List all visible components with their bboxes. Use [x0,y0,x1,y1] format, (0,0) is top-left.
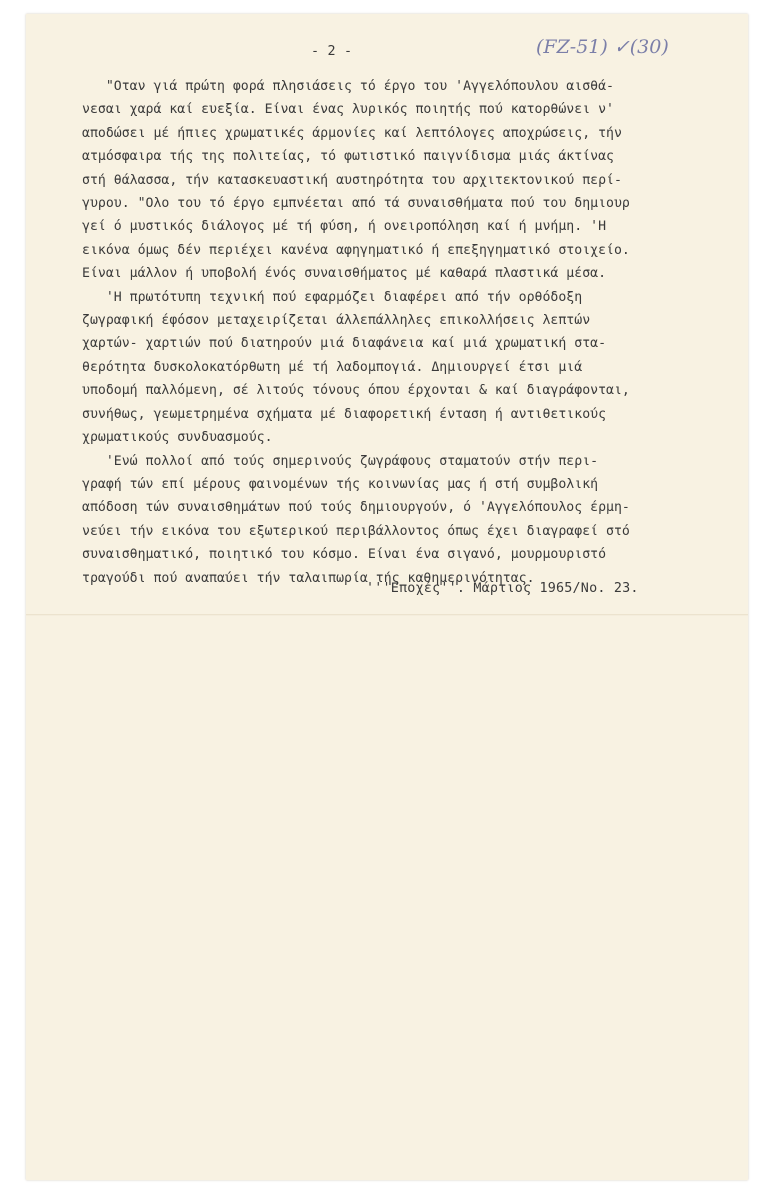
text-line: συνήθως, γεωμετρημένα σχήματα μέ διαφορετική ένταση ή αντιθετικούς [82,406,607,422]
text-line: αποδώσει μέ ήπιες χρωματικές άρμονίες καί λεπτόλογες αποχρώσεις, τήν [82,125,622,141]
text-line: στή θάλασσα, τήν κατασκευαστική αυστηρότητα του αρχιτεκτονικού περί- [82,172,622,188]
text-line: γυρου. "Ολο του τό έργο εμπνέεται από τά συναισθήματα πού του δημιουρ [82,196,630,212]
text-line: 'Ενώ πολλοί από τούς σημερινούς ζωγράφους σταματούν στήν περι- [82,453,599,469]
text-line: 'Η πρωτότυπη τεχνική πού εφαρμόζει διαφέρει από τήν ορθόδοξη [82,289,583,305]
text-line: ζωγραφική έφόσον μεταχειρίζεται άλλεπάλληλες επικολλήσεις λεπτών [82,313,591,329]
page-number: - 2 - [311,44,353,59]
text-line: τραγούδι πού αναπαύει τήν ταλαιπωρία τής καθημερινότητας. [82,570,535,586]
text-line: Είναι μάλλον ή υποβολή ένός συναισθήματος μέ καθαρά πλαστικά μέσα. [82,266,607,282]
text-line: απόδοση τών συναισθημάτων πού τούς δημιουργούν, ό 'Αγγελόπουλος έρμη- [82,500,630,516]
typed-body-text [82,75,630,590]
text-line: νεύει τήν εικόνα του εξωτερικού περιβάλλοντος όπως έχει διαγραφεί στό [82,523,630,539]
text-line: "Οταν γιά πρώτη φορά πλησιάσεις τό έργο του 'Αγγελόπουλου αισθά- [82,79,614,94]
paper-fold-crease [26,614,748,616]
text-line: νεσαι χαρά καί ευεξία. Είναι ένας λυρικός ποιητής πού κατορθώνει ν' [82,102,614,118]
citation: '''Εποχές''. Μάρτιος 1965/Νο. 23. [366,581,639,596]
text-line: γεί ό μυστικός διάλογος μέ τή φύση, ή ονειροπόληση καί ή μνήμη. 'Η [82,219,607,235]
text-line: χαρτών- χαρτιών πού διατηρούν μιά διαφάνεια καί μιά χρωματική στα- [82,336,607,352]
paper-sheet [26,14,748,1180]
text-line: υποδομή παλλόμενη, σέ λιτούς τόνους όπου έρχονται & καί διαγράφονται, [82,383,630,399]
text-line: χρωματικούς συνδυασμούς. [82,430,273,446]
text-line: συναισθηματικό, ποιητικό του κόσμο. Είναι ένα σιγανό, μουρμουριστό [82,547,607,563]
text-line: θερότητα δυσκολοκατόρθωτη μέ τή λαδομπογιά. Δημιουργεί έτσι μιά [82,359,583,375]
text-line: εικόνα όμως δέν περιέχει κανένα αφηγηματικό ή επεξηγηματικό στοιχείο. [82,242,630,258]
text-line: γραφή τών επί μέρους φαινομένων τής κοινωνίας μας ή στή συμβολική [82,476,599,492]
handwritten-archive-mark: (FZ-51) ✓(30) [536,36,669,58]
text-line: ατμόσφαιρα τής της πολιτείας, τό φωτιστικό παιγνίδισμα μιάς άκτίνας [82,149,614,165]
